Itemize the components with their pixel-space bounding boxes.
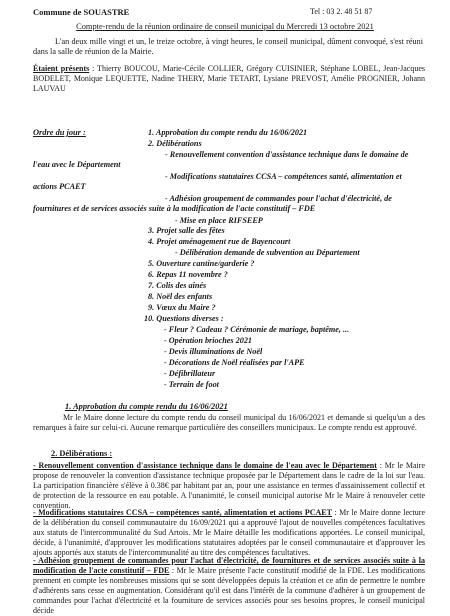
agenda-item: 2. Délibérations [148, 139, 202, 148]
section-2-title: 2. Délibérations : [51, 449, 113, 458]
agenda-item: 8. Noël des enfants [148, 292, 213, 301]
attendees-label: Étaient présents [33, 64, 90, 73]
deliberation-fde-title: - Adhésion groupement de commandes pour l'achat d'électricité, de fournitures et de services associés suite à la modification de l'acte constitutif – FDE [33, 556, 425, 575]
agenda-item: 3. Projet salle des fêtes [148, 226, 225, 235]
agenda-item: - Renouvellement convention d'assistance technique dans le domaine de l'eau avec le Département [33, 150, 409, 169]
document-subtitle: Compte-rendu de la réunion ordinaire de conseil municipal du Mercredi 13 octobre 2021 [76, 22, 374, 31]
agenda-item: - Adhésion groupement de commandes pour l'achat d'électricité, de fournitures et de services associés suite à la modification de l'acte constitutif – FDE [33, 194, 392, 213]
deliberation-water-convention [33, 461, 425, 511]
agenda-item: 1. Approbation du compte rendu du 16/06/2021 [148, 128, 308, 137]
deliberation-ccsa-statutes [33, 508, 425, 558]
agenda-item: - Délibération demande de subvention au Département [175, 248, 360, 257]
attendees-paragraph [33, 64, 425, 94]
deliberation-fde-text: : Mr le Maire présente l'acte constitutif modifié de la FDE. Les modifications prennent en compte les nombreuses missions qui se sont développées depuis la création et ce afin de permettre le nombre d'adhérents sans cesse en augmentation. Considérant qu'il est dans l'intérêt de la commune d'adhérer à un groupement de commandes pour l'achat d'électricité et la fourniture de services associés pour ses besoins propres, le conseil municipal décide [33, 566, 426, 615]
commune-name: Commune de SOUASTRE [33, 7, 130, 17]
phone-number: Tel : 03 2. 48 51 87 [310, 7, 373, 16]
deliberation-water-text: : Mr le Maire propose de renouveler la convention d'assistance technique proposée par le Département dans le cadre de la loi sur l'eau. La participation financière s'élève à 0.38€ par habitant par an, pour une assistance en termes d'assainissement collectif et de protection de la ressource en eau potable. A l'unanimité, le conseil municipal autorise Mr le Maire à renouveler cette convention. [33, 461, 425, 510]
agenda-item: 7. Colis des aînés [148, 281, 207, 290]
intro-paragraph: L'an deux mille vingt et un, le treize octobre, à vingt heures, le conseil municipal, dûment convoqué, s'est réuni dans la salle de réunion de la Mairie. [33, 37, 423, 56]
agenda-item: 4. Projet aménagement rue de Bayencourt [148, 237, 291, 246]
agenda-item: - Terrain de foot [164, 380, 219, 389]
agenda-item: 9. Vœux du Maire ? [148, 303, 216, 312]
deliberation-ccsa-title: - Modifications statutaires CCSA – compétences santé, alimentation et actions PCAET [33, 508, 332, 517]
agenda-label: Ordre du jour : [33, 128, 86, 137]
agenda-item: 5. Ouverture cantine/garderie ? [148, 259, 255, 268]
agenda-item: - Décorations de Noël réalisées par l'APE [164, 358, 305, 367]
deliberation-ccsa-text: : Mr le Maire donne lecture de la délibération du conseil communautaire du 16/09/2021 qui a approuvé l'ajout de nouvelles compétences facultatives aux statuts de l'intercommunalité du Sud Artois. Mr le Maire détaille les modifications apportées. Le conseil municipal, décide, à l'unanimité, d'approuver les modifications statutaires adoptées par le conseil communautaire et d'approuver les ajouts apportés aux statuts de l'intercommunalité au titre des compétences facultatives. [33, 508, 425, 557]
attendees-list: : Thierry BOUCOU, Marie-Cécile COLLIER, Grégory CUISINIER, Stéphane LOBEL, Jean-Jacques BODELET, Monique LEQUETTE, Nadine THERY, Marie TETART, Lysiane PREVOST, Amélie PROGNIER, Johann LAUVAU [33, 64, 425, 93]
agenda-item: 10. Questions diverses : [144, 314, 224, 323]
deliberation-fde-purchasing [33, 556, 426, 615]
agenda-item: - Mise en place RIFSEEP [175, 216, 263, 225]
agenda-item: - Modifications statutaires CCSA – compétences santé, alimentation et actions PCAET [33, 172, 402, 191]
agenda-item: - Devis illuminations de Noël [164, 347, 263, 356]
agenda-item: 6. Repas 11 novembre ? [148, 270, 228, 279]
agenda-item: - Opération brioches 2021 [164, 336, 253, 345]
agenda-item: - Fleur ? Cadeau ? Cérémonie de mariage, baptême, ... [164, 325, 350, 334]
section-1-title: 1. Approbation du compte rendu du 16/06/2021 [65, 402, 228, 411]
deliberation-water-title: - Renouvellement convention d'assistance technique dans le domaine de l'eau avec le Département [33, 461, 377, 470]
agenda-item: - Défibrillateur [164, 369, 216, 378]
section-1-text: Mr le Maire donne lecture du compte rendu du conseil municipal du 16/06/2021 et demande si quelqu'un a des remarques à faire sur celui-ci. Aucune remarque particulière des conseillers municipaux. Le compte rendu est approuvé. [33, 413, 425, 432]
